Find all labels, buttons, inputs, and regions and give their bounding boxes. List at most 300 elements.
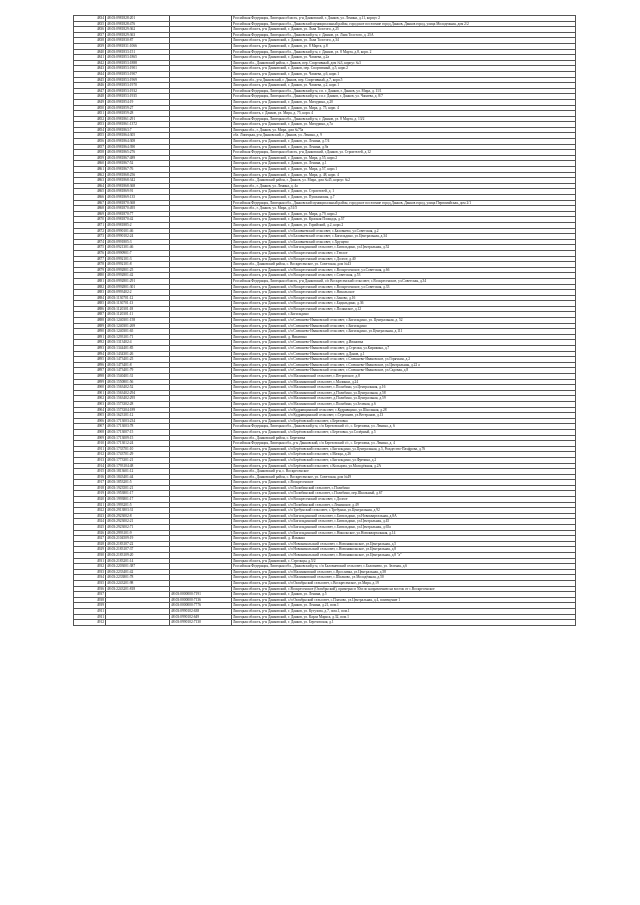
row-number: 4902 xyxy=(74,396,106,402)
cadastral-number: 48:03:0981859:28 xyxy=(106,111,170,117)
address-cell: Липецкая область, р-н Данковский, г. Данков, ул. Красная Площадь, д.57 xyxy=(232,217,576,223)
row-number: 4900 xyxy=(74,385,106,391)
address-cell: Липецкая обл., Данковский район, с. Воскресенское, ул. Советская, дом №49 xyxy=(232,474,576,480)
cadastral-number: 48:03:2243201:98 xyxy=(106,580,170,586)
address-cell: Липецкая область, р-н Данковский, с/п Спешнево-Ивановский сельсовет, с.Бигильдино xyxy=(232,323,576,329)
cadastral-number: 48:03:0981865:276 xyxy=(106,150,170,156)
cadastral-number: 48:03:1563402:294 xyxy=(106,390,170,396)
row-number: 4891 xyxy=(74,334,106,340)
cadastral-number xyxy=(106,620,170,626)
address-cell: Липецкая область, р-н Данковский, с/п Спешнево-Ивановский сельсовет, д.Стрелки, ул.Кирикина, д.7 xyxy=(232,346,576,352)
row-number: 4896 xyxy=(74,362,106,368)
row-number: 4852 xyxy=(74,116,106,122)
row-number: 4934 xyxy=(74,575,106,581)
address-cell: Российская Федерация, Липецкая обл., Данковский р-н, г. Данков, ул. 8 Марта, д.8, корп. 2 xyxy=(232,49,576,55)
address-cell: Липецкая область, р-н Данковский, с/п Воскресенский сельсовет, с.Долгое xyxy=(232,497,576,503)
cadastral-number: 48:03:1120301:11 xyxy=(106,312,170,318)
address-cell: Российская Федерация, Липецкая область, р-н Данковский, г. Данков, ул. Ленина, д.11, корпус 2 xyxy=(232,16,576,22)
object-number: 48:03:0990102:7130 xyxy=(170,620,232,626)
address-cell: Российская Федерация, Липецкая обл., Данковский р-н, с/п Баловневский сельсовет, с.Баловнево, ул. Зеленая, д.6 xyxy=(232,564,576,570)
address-cell: Липецкая область, р-н Данковский, г. Данков, ул. Чапаева, д.6, корп.1 xyxy=(232,71,576,77)
cadastral-number: 48:03:0981853:1901 xyxy=(106,66,170,72)
address-cell: Липецкая область, р-н Данковский, с. Стрельцы, д.5/2 xyxy=(232,558,576,564)
table-row xyxy=(74,620,576,626)
address-cell: Липецкая область, р-н Данковский, с/п Спешнево-Ивановский сельсовет, с.Бигильдино, ул. Центральная, д. 52 xyxy=(232,318,576,324)
row-number: 4914 xyxy=(74,463,106,469)
row-number: 4938 xyxy=(74,597,106,603)
address-cell: Липецкая область, р-н Данковский, г. Данков, ул. Пушкинская, д.7 xyxy=(232,195,576,201)
row-number: 4870 xyxy=(74,217,106,223)
row-number: 4912 xyxy=(74,620,106,626)
cadastral-number: 48:03:2183109:20 xyxy=(106,553,170,559)
address-cell: Российская Федерация, Липецкая обл., Данковский р-н, г.п.г. Данков, г. Данков, ул. Чапаева, д. 8/7 xyxy=(232,94,576,100)
address-cell: Липецкая обл., Данковский район, г. Данков, пер. Спортивный, дом №3, корпус №3 xyxy=(232,60,576,66)
row-number: 4849 xyxy=(74,99,106,105)
row-number: 4905 xyxy=(74,413,106,419)
address-cell: Липецкая область, р-н Данковский, с/п Малинковский сельсовет, с.Петровское, д.8 xyxy=(232,374,576,380)
address-cell: Липецкая область, г. Данков, ул. Мира, д. 75, корп. 4 xyxy=(232,111,576,117)
address-cell: Липецкая область, р-н Данковский, г. Данков, ул. Ленина, д.5 xyxy=(232,592,576,598)
address-cell: Липецкая область, р-н Данковский, с/п Воскресенский сельсовет, с.Советская, д.53 xyxy=(232,273,576,279)
row-number: 4841 xyxy=(74,55,106,61)
row-number: 4883 xyxy=(74,290,106,296)
object-number: 48:03:0000000:7776 xyxy=(170,603,232,609)
row-number: 4851 xyxy=(74,111,106,117)
address-cell: Липецкая область, р-н Данковский, с/п Спешнево-Ивановский сельсовет, д.Ивановка xyxy=(232,340,576,346)
address-cell: Липецкая область, р-н Данковский, г. Данков, ул. Льва Толстого, д.25 xyxy=(232,27,576,33)
address-cell: Липецкая область, р-н Данковский, г. Данков, ул. 8 Марта, д.8 xyxy=(232,43,576,49)
cadastral-number: 48:03:1853201:5 xyxy=(106,480,170,486)
row-number: 4922 xyxy=(74,508,106,514)
address-cell: Липецкая область, р-н Данковский, г. Данков, ул. Карла Маркса, д.32, пом.1 xyxy=(232,614,576,620)
address-cell: Липецкая область, р-н Данковский, с/п Берёзовский сельсовет, с.Бигильдино, ул.Фрезина, д.2 xyxy=(232,457,576,463)
address-cell: Липецкая область, р-н Данковский, с/п Воскресенский сельсовет, с.Воскресенское, ул.Советская, д.33 xyxy=(232,284,576,290)
row-number: 4897 xyxy=(74,368,106,374)
address-cell: Российская Федерация, Липецкая область, р-н Данковский, с/п Воскресенский сельсовет, с.Воскресенское, ул.Советская, д.34 xyxy=(232,278,576,284)
cadastral-number: 48:03:0981867:489 xyxy=(106,155,170,161)
cadastral-number: 48:03:1733701:10 xyxy=(106,446,170,452)
address-cell: Липецкая область, р-н Данковский, с/п Спешнево-Ивановский сельсовет, с.Бигильдино, ул.Центральная, д.111 xyxy=(232,329,576,335)
address-cell: Липецкая обл., г. Данков, ул. Мира, д.51/5 xyxy=(232,206,576,212)
row-number: 4869 xyxy=(74,211,106,217)
address-cell: Липецкая область, р-н Данковский, с/п Воскресенский сельсовет, с.Никольское xyxy=(232,290,576,296)
row-number: 4850 xyxy=(74,105,106,111)
address-cell: Липецкая область, р-н Данковский, с/п Воскресенский сельсовет, с.Бидильдино, д.36 xyxy=(232,301,576,307)
address-cell: Липецкая область, р-н Данковский, с/п Бигильдинский сельсовет, с.Бигильдино, ул.Центральная, д.45 xyxy=(232,519,576,525)
cadastral-number: 48:03:1473401:79 xyxy=(106,368,170,374)
cadastral-number: 48:03:1240301:269 xyxy=(106,323,170,329)
object-number: 48:03:0990102:649 xyxy=(170,614,232,620)
address-cell: Российская Федерация, Липецкая обл., Данковский муниципальный район, городское поселение город Данков, Данков город, улица Первомайская, дом 2/1 xyxy=(232,200,576,206)
row-number: 4835 xyxy=(74,21,106,27)
cadastral-number: 48:03:0981869:135 xyxy=(106,195,170,201)
cadastral-number: 48:03:2923002:8 xyxy=(106,513,170,519)
cadastral-number: 48:03:1240301:65 xyxy=(106,329,170,335)
cadastral-number: 48:03:2913803:31 xyxy=(106,508,170,514)
row-number: 4836 xyxy=(74,27,106,33)
row-number: 4858 xyxy=(74,150,106,156)
address-cell: Липецкая область, р-н Данковский, г. Данков, ул. Ленина, д.1 xyxy=(232,161,576,167)
row-number: 4857 xyxy=(74,144,106,150)
cadastral-number: 48:03:0992801:291 xyxy=(106,278,170,284)
row-number: 4920 xyxy=(74,497,106,503)
cadastral-number: 48:03:2923002:21 xyxy=(106,519,170,525)
cadastral-number: 48:03:0981828:201 xyxy=(106,16,170,22)
cadastral-number: 48:03:0981853:1907 xyxy=(106,71,170,77)
address-cell: Липецкая область, р-н Данковский, д. Никитино xyxy=(232,334,576,340)
address-cell: Липецкая область, р-н Данковский, с/п Кудрявщинский сельсовет, с.Стрешнев, ул.Ветеранов, д.13 xyxy=(232,413,576,419)
cadastral-number: 48:03:0981861:291 xyxy=(106,116,170,122)
row-number: 4855 xyxy=(74,133,106,139)
address-cell: Липецкая область, р-н Данковский, с/п Малинковский сельсовет, д.Полибино, ул.Центральная, д.58 xyxy=(232,390,576,396)
cadastral-number: 48:03:0993402:2 xyxy=(106,290,170,296)
row-number: 4931 xyxy=(74,558,106,564)
cadastral-number: 48:03:0981853:1970 xyxy=(106,83,170,89)
cadastral-number: 48:03:0990102:24 xyxy=(106,234,170,240)
cadastral-number: 48:03:0990901:7 xyxy=(106,250,170,256)
row-number: 4913 xyxy=(74,457,106,463)
address-cell: Липецкая область, р-н Данковский, с/п Октябрьский сельсовет, с.Воскресенское, ул.Мира, д.19 xyxy=(232,580,576,586)
address-cell: Липецкая область, р-н Данковский, г. Данков, ул. Мира, д.79, корп.2 xyxy=(232,211,576,217)
cadastral-number: 48:03:2923002:71 xyxy=(106,525,170,531)
cadastral-number: 48:03:1993801:17 xyxy=(106,497,170,503)
row-number: 4898 xyxy=(74,374,106,380)
row-number: 4903 xyxy=(74,401,106,407)
address-cell: Липецкая область, р-н Данковский, с/п Малинковский сельсовет, с.Полибино, ул.Зеленая, д.6 xyxy=(232,401,576,407)
row-number: 4928 xyxy=(74,541,106,547)
row-number: 4884 xyxy=(74,295,106,301)
row-number: 4881 xyxy=(74,278,106,284)
cadastral-number: 48:03:0991805:3 xyxy=(106,239,170,245)
address-cell: Российская Федерация, Липецкая область, р-н Данковский, г.Данков, ул. Строителей, д.12 xyxy=(232,150,576,156)
cadastral-number: 48:03:0992801:301 xyxy=(106,284,170,290)
row-number: 4910 xyxy=(74,441,106,447)
address-cell: Липецкая область, р-н Данковский, г. Данков, ул. Мира, д.55, корп.2 xyxy=(232,155,576,161)
row-number: 4926 xyxy=(74,530,106,536)
row-number: 4879 xyxy=(74,267,106,273)
row-number: 4916 xyxy=(74,474,106,480)
row-number: 4845 xyxy=(74,77,106,83)
cadastral-number: 48:03:1843401:44 xyxy=(106,474,170,480)
address-cell: Липецкая область, р-н Данковский, с/п Полибинский сельсовет, с.Ленинское, д.49 xyxy=(232,502,576,508)
address-cell: Российская Федерация, Липецкая обл., р-н Данковский, с/п Березовский с/с, с. Березовка, ул. Ленина, д. 4 xyxy=(232,441,576,447)
row-number: 4854 xyxy=(74,127,106,133)
row-number: 4871 xyxy=(74,222,106,228)
address-cell: Липецкая область, р-н Данковский, г. Данков, ул. Мира, д.57, корп.1 xyxy=(232,167,576,173)
cadastral-number: 48:03:1120301:18 xyxy=(106,306,170,312)
registry-table xyxy=(73,15,576,626)
cadastral-number: 48:03:1743701:29 xyxy=(106,452,170,458)
address-cell: Липецкая область, р-н Данковский, с/п Берёзовский сельсовет, с.Березовка xyxy=(232,418,576,424)
address-cell: Липецкая область, р-н Данковский, с/п Малинковский сельсовет, с.Полибино, ул.Центральная, д.16 xyxy=(232,385,576,391)
cadastral-number: 48:03:0981870:77 xyxy=(106,211,170,217)
row-number: 4933 xyxy=(74,569,106,575)
address-cell: Липецкая область, р-н Данковский, с/п Берёзовский сельсовет, с.Кольцова, ул.Молодёжная, д.2А xyxy=(232,463,576,469)
row-number: 4912 xyxy=(74,452,106,458)
row-number: 4867 xyxy=(74,200,106,206)
row-number: 4886 xyxy=(74,306,106,312)
object-number: 48:03:0990102:638 xyxy=(170,608,232,614)
row-number: 4923 xyxy=(74,513,106,519)
cadastral-number: 48:03:2183107:22 xyxy=(106,541,170,547)
address-cell: Липецкая обл., Данковский район, с. Березовка xyxy=(232,435,576,441)
row-number: 4834 xyxy=(74,16,106,22)
cadastral-number: 48:03:1344401:85 xyxy=(106,346,170,352)
row-number: 4837 xyxy=(74,32,106,38)
address-cell: Липецкая обл., г. Данков, ул. Мира, дом №75а xyxy=(232,127,576,133)
cadastral-number: 48:03:1993201:5 xyxy=(106,502,170,508)
address-cell: Российская Федерация, Липецкая обл., Данковский р-н, с/п Березовский с/с, с. Березовка, ул. Ленина, д. 6 xyxy=(232,424,576,430)
row-number: 4861 xyxy=(74,167,106,173)
address-cell: Липецкая область, р-н Данковский, с/п Новоникольский сельсовет, с.Новоникольское, ул.Центральная, д.5 xyxy=(232,541,576,547)
cadastral-number: 48:03:0992101:8 xyxy=(106,262,170,268)
address-cell: Липецкая область, р-н Данковский, г. Данков, ул. Березовская, д.1 xyxy=(232,620,576,626)
cadastral-number: 48:03:0981853:1969 xyxy=(106,77,170,83)
address-cell: Липецкая обл., г. Данков, ул. Ленина, д. 4а xyxy=(232,183,576,189)
cadastral-number: 48:03:1434301:26 xyxy=(106,351,170,357)
address-cell: Липецкая область, р-н Данковский, с/п Малинковский сельсовет, с.Ярославка, ул.Центральная, д.58 xyxy=(232,569,576,575)
address-cell: Липецкая область, р-н Данковский, г. Данков, ул. Мира, д. 48, корп. 4 xyxy=(232,172,576,178)
cadastral-number: 48:03:2993101:9 xyxy=(106,530,170,536)
cadastral-number: 48:03:1573304:189 xyxy=(106,407,170,413)
row-number: 4927 xyxy=(74,536,106,542)
row-number: 4890 xyxy=(74,329,106,335)
row-number: 4880 xyxy=(74,273,106,279)
row-number: 4937 xyxy=(74,592,106,598)
row-number: 4895 xyxy=(74,357,106,363)
object-number: 48:03:0000000:7136 xyxy=(170,597,232,603)
row-number: 4882 xyxy=(74,284,106,290)
cadastral-number: 48:03:0992101:3 xyxy=(106,256,170,262)
row-number: 4919 xyxy=(74,491,106,497)
address-cell: Липецкая область, р-н Данковский, с/п Октябрьский сельсовет, с.Плахово, ул.Центральная, д.4, помещение 1 xyxy=(232,597,576,603)
address-cell: Липецкая область, р-н Данковский, с.Воскресенское (Октябрьский), примерно в 50м по направлению на восток от с.Воскресенское xyxy=(232,586,576,592)
row-number: 4838 xyxy=(74,38,106,44)
address-cell: Липецкая область, р-н Данковский, с/п Воскресенский сельсовет, с.Теплое xyxy=(232,250,576,256)
address-cell: Российская Федерация, Липецкая обл., Данковский муниципальный район, городское поселение город Данков, Данков город, улица Молодежная, дом 2/2 xyxy=(232,21,576,27)
address-cell: Липецкая область, р-н Данковский, с.Воскресенское xyxy=(232,480,576,486)
row-number: 4906 xyxy=(74,418,106,424)
row-number: 4904 xyxy=(74,407,106,413)
row-number: 4911 xyxy=(74,608,106,614)
cadastral-number: 48:03:0981870:368 xyxy=(106,200,170,206)
address-cell: Липецкая область, р-н Данковский, с/п Спешнево-Ивановский сельсовет, д.Данов, д.1 xyxy=(232,351,576,357)
row-number: 4893 xyxy=(74,346,106,352)
address-cell: Липецкая область, р-н Данковский, с/п Бигильдинский сельсовет, с.Бигильдино, ул.Центральная, д.52 xyxy=(232,245,576,251)
address-cell: Липецкая область, р-н Данковский, г. Данков, ул. Льва Толстого, д.34 xyxy=(232,38,576,44)
address-cell: Липецкая область, р-н Данковский, с/п Берёзовский сельсовет, с.Мазцы, д.26 xyxy=(232,452,576,458)
address-cell: Липецкая область, р-н Данковский, с/п Воскресенский сельсовет, с.Полянское, д.12 xyxy=(232,306,576,312)
address-cell: Липецкая область, р-н Данковский, с/п Баловневский сельсовет, с.Баловнево, ул.Советская, д.2 xyxy=(232,228,576,234)
object-number: 48:03:0000000:7191 xyxy=(170,592,232,598)
row-number: 4887 xyxy=(74,312,106,318)
row-number: 4929 xyxy=(74,547,106,553)
cadastral-number: 48:03:0981868:368 xyxy=(106,183,170,189)
row-number: 4874 xyxy=(74,239,106,245)
cadastral-number: 48:03:2233801:78 xyxy=(106,575,170,581)
cadastral-number: 48:03:0981870:495 xyxy=(106,206,170,212)
address-cell: Липецкая обл., р-н Данковский, г. Данков, пер. Спортивный, д.7, корп.5 xyxy=(232,77,576,83)
row-number: 4911 xyxy=(74,446,106,452)
row-number: 4866 xyxy=(74,195,106,201)
row-number: 4877 xyxy=(74,256,106,262)
cadastral-number: 48:03:2243201:818 xyxy=(106,586,170,592)
row-number: 4846 xyxy=(74,83,106,89)
cadastral-number: 48:03:0981829:363 xyxy=(106,32,170,38)
cadastral-number: 48:03:1293101:71 xyxy=(106,334,170,340)
address-cell: Липецкая область, р-н Данковский, с/п Баловневский сельсовет, с.Хрущево xyxy=(232,239,576,245)
address-cell: Липецкая область, р-н Данковский, с/п Полибинский сельсовет, с.Полибино, пер.Школьный, д.67 xyxy=(232,491,576,497)
row-number: 4839 xyxy=(74,43,106,49)
address-cell: Липецкая область, р-н Данковский, с/п Кудрявщинский сельсовет, с.Кудрявщино, ул.Школьная, д.28 xyxy=(232,407,576,413)
cadastral-number: 48:03:0981869:91 xyxy=(106,189,170,195)
address-cell: Липецкая область, р-н Данковский, с/п Спешнево-Ивановский сельсовет, с.Спешнево-Ивановское, ул.Центральная, д.22 а xyxy=(232,362,576,368)
cadastral-number: 48:03:0992801:42 xyxy=(106,273,170,279)
cadastral-number: 48:03:1563402:295 xyxy=(106,396,170,402)
cadastral-number: 48:03:2104509:19 xyxy=(106,536,170,542)
address-cell: Липецкая область, р-н Данковский, г. Данков, ул. Мичурина, д.7а xyxy=(232,122,576,128)
cadastral-number: 48:03:0981828:476 xyxy=(106,21,170,27)
address-cell: Липецкая область, р-н Данковский, г. Данков, ул. Ленина, д.21, пом.1 xyxy=(232,603,576,609)
cadastral-number: 48:03:0981833:151 xyxy=(106,49,170,55)
address-cell: Липецкая область, р-н Данковский, г. Данков, ул. Чапаева, д.2а xyxy=(232,55,576,61)
cadastral-number: 48:03:1713009:15 xyxy=(106,435,170,441)
address-cell: Липецкая область, р-н Данковский, с/п Требунский сельсовет, с.Требунки, ул.Центральная, д.92 xyxy=(232,508,576,514)
cadastral-number: 48:03:1573302:28 xyxy=(106,401,170,407)
address-cell: Липецкая область, р-н Данковский, с/п Берёзовский сельсовет, с.Бигильдино, ул.Центральная, д.5, Рождество-Пахфрова, д.76 xyxy=(232,446,576,452)
row-number: 4865 xyxy=(74,189,106,195)
cadastral-number: 48:03:1713007:15 xyxy=(106,429,170,435)
cadastral-number: 48:03:0921301:46 xyxy=(106,245,170,251)
cadastral-number: 48:03:0981854:19 xyxy=(106,99,170,105)
cadastral-number: 48:03:0981867:76 xyxy=(106,167,170,173)
row-number: 4932 xyxy=(74,564,106,570)
cadastral-number: 48:03:2183201:14 xyxy=(106,558,170,564)
row-number: 4878 xyxy=(74,262,106,268)
row-number: 4888 xyxy=(74,318,106,324)
address-cell: Липецкая область, р-н Данковский, с/п Берёзовский сельсовет, с.Березовка, ул.Солёрный, д.5 xyxy=(232,429,576,435)
address-cell: Липецкая область, р-н Данковский, с/п Бигильдинский сельсовет, с.Бигильдино, ул.Новоквартальная, д.8А xyxy=(232,513,576,519)
address-cell: Липецкая область, р-н Данковский, с/п Малинковский сельсовет, с.Малинки, д.24 xyxy=(232,379,576,385)
row-number: 4875 xyxy=(74,245,106,251)
cadastral-number: 48:03:0981864:308 xyxy=(106,139,170,145)
row-number: 4842 xyxy=(74,60,106,66)
row-number: 4917 xyxy=(74,480,106,486)
cadastral-number: 48:03:1793104:48 xyxy=(106,463,170,469)
row-number: 4876 xyxy=(74,250,106,256)
cadastral-number: 48:03:0981859:27 xyxy=(106,105,170,111)
row-number: 4918 xyxy=(74,485,106,491)
address-cell: Липецкая область, р-н Данковский, г. Данков, ул. Мира, д. 75, корп. 4 xyxy=(232,105,576,111)
row-number: 4856 xyxy=(74,139,106,145)
address-cell: Липецкая область, р-н Данковский, г. Данков, ул. Горийский, д.2, корп.2 xyxy=(232,222,576,228)
cadastral-number: 48:03:1713003:234 xyxy=(106,418,170,424)
cadastral-number: 48:03:1813601:12 xyxy=(106,469,170,475)
address-cell: Липецкая область, р-н Данковский, с/п Новоникольский сельсовет, с.Новоникольское, ул.Центральная, д.8 "а" xyxy=(232,553,576,559)
cadastral-number: 48:03:0981885:2 xyxy=(106,222,170,228)
address-cell: Российская Федерация, Липецкая обл., Данковский р-н, г. Данков, ул. 8 Марта, д. 13/2 xyxy=(232,116,576,122)
row-number: 4907 xyxy=(74,424,106,430)
cadastral-number: 48:03:0981853:1932 xyxy=(106,88,170,94)
row-number: 4872 xyxy=(74,228,106,234)
cadastral-number: 48:03:0981831:1066 xyxy=(106,43,170,49)
address-cell: Липецкая область, р-н Данковский, с/п Бигильдинский сельсовет, с.Бигильдино, ул.Центральная, д.65а xyxy=(232,525,576,531)
cadastral-number: 48:03:0981861:1372 xyxy=(106,122,170,128)
address-cell: Липецкая область, р-н Данковский, г. Данков, ул. Строителей, д. 1 xyxy=(232,189,576,195)
cadastral-number: 48:03:0981853:1888 xyxy=(106,60,170,66)
cadastral-number: 48:03:0981868:256 xyxy=(106,172,170,178)
row-number: 4894 xyxy=(74,351,106,357)
row-number: 4911 xyxy=(74,614,106,620)
address-cell: Липецкая область, р-н Данковский, с/п Малинковский сельсовет, с.Шилково, ул.Молодёжная, д.50 xyxy=(232,575,576,581)
cadastral-number: 48:03:1713012:24 xyxy=(106,441,170,447)
address-cell: Российская Федерация, Липецкая обл., Данковский р-н, г.п. г. Данков, г. Данков, ул. Мира, д. 11/1 xyxy=(232,88,576,94)
address-cell: Липецкая область, р-н Данковский, с/п Бигильдинский сельсовет, с.Никольское, ул.Новоквартальная, д.14 xyxy=(232,530,576,536)
cadastral-number: 48:03:0981829:362 xyxy=(106,27,170,33)
cadastral-number: 48:03:0981853:1935 xyxy=(106,94,170,100)
row-number: 4847 xyxy=(74,88,106,94)
address-cell: Липецкая область, р-н Данковский, с/п Спешнево-Ивановский сельсовет, с.Спешнево-Ивановское, ул.Горячкин, д.2 xyxy=(232,357,576,363)
cadastral-number: 48:03:1473401:25 xyxy=(106,357,170,363)
address-cell: Липецкая область, р-н Данковский, г. Данков, ул. Мичурина, д.20 xyxy=(232,99,576,105)
address-cell: Липецкая область, р-н Данковский, г. Данков, ул. Кутузова, д.7, пом.1, пом.1 xyxy=(232,608,576,614)
address-cell: Липецкая область, р-н Данковский, г. Данков, ул. Ленина, д.7/4 xyxy=(232,139,576,145)
cadastral-number: 48:03:1713003:78 xyxy=(106,424,170,430)
cadastral-number: 48:03:0981864:390 xyxy=(106,144,170,150)
cadastral-number: 48:03:1563402:52 xyxy=(106,385,170,391)
cadastral-number: 48:03:1953801:17 xyxy=(106,491,170,497)
cadastral-number: 48:03:0981830:87 xyxy=(106,38,170,44)
address-cell: Липецкая область, р-н Данковский, с/п Новоникольский сельсовет, с.Новоникольское, ул.Центральная, д.8 xyxy=(232,547,576,553)
row-number: 4892 xyxy=(74,340,106,346)
address-cell: Липецкая область, р-н Данковский, с/п Воскресенский сельсовет, с.Долгое, д.40 xyxy=(232,256,576,262)
address-cell: Липецкая область, р-н Данковский, с.Бигильдино xyxy=(232,312,576,318)
cadastral-number: 48:03:2233401:42 xyxy=(106,569,170,575)
row-number: 4901 xyxy=(74,390,106,396)
cadastral-number: 48:03:1313402:4 xyxy=(106,340,170,346)
row-number: 4843 xyxy=(74,66,106,72)
row-number: 4862 xyxy=(74,172,106,178)
row-number: 4924 xyxy=(74,519,106,525)
address-cell: Липецкая область, р-н Данковский, д. Ильинка xyxy=(232,536,576,542)
row-number: 4930 xyxy=(74,553,106,559)
cadastral-number: 48:03:0981863:7 xyxy=(106,127,170,133)
row-number: 4863 xyxy=(74,178,106,184)
address-cell: Липецкая область, р-н Данковский, с/п Полибинский сельсовет, с.Полибино xyxy=(232,485,576,491)
row-number: 4909 xyxy=(74,435,106,441)
cadastral-number: 48:03:1550801:56 xyxy=(106,379,170,385)
cadastral-number: 48:03:0981870:42 xyxy=(106,217,170,223)
address-cell: Липецкая область, р-н Данковский, с/п Спешнево-Ивановский сельсовет, с.Спешнево-Ивановское, ул.Садовая, д.8 xyxy=(232,368,576,374)
registry-rows xyxy=(74,16,576,626)
row-number: 4925 xyxy=(74,525,106,531)
cadastral-number: 48:03:0990101:46 xyxy=(106,228,170,234)
cadastral-number: 48:03:1773301:21 xyxy=(106,457,170,463)
address-cell: Липецкая обл., Данковский район, с. Воскресенское, ул. Советская, дом №43 xyxy=(232,262,576,268)
address-cell: Липецкая область, р-н Данковский, с/п Баловневский сельсовет, с.Бигильдино, ул.Центральная, д.34 xyxy=(232,234,576,240)
cadastral-number: 48:03:0981853:1865 xyxy=(106,55,170,61)
address-cell: Липецкая область, р-н Данковский, г. Данков, ул. Ленина, д.9а xyxy=(232,144,576,150)
cadastral-number: 48:03:1923501:21 xyxy=(106,485,170,491)
row-number: 4873 xyxy=(74,234,106,240)
address-cell: Липецкая обл., Данковский р-н, с. Воскресенское xyxy=(232,469,576,475)
cadastral-number: 48:03:1130701:13 xyxy=(106,301,170,307)
cadastral-number: 48:03:1130701:12 xyxy=(106,295,170,301)
address-cell: Липецкая область, р-н Данковский, с/п Воскресенский сельсовет, с.Заново, д.16 xyxy=(232,295,576,301)
row-number: 4935 xyxy=(74,580,106,586)
cadastral-number: 48:03:2203001:387 xyxy=(106,564,170,570)
row-number: 4860 xyxy=(74,161,106,167)
